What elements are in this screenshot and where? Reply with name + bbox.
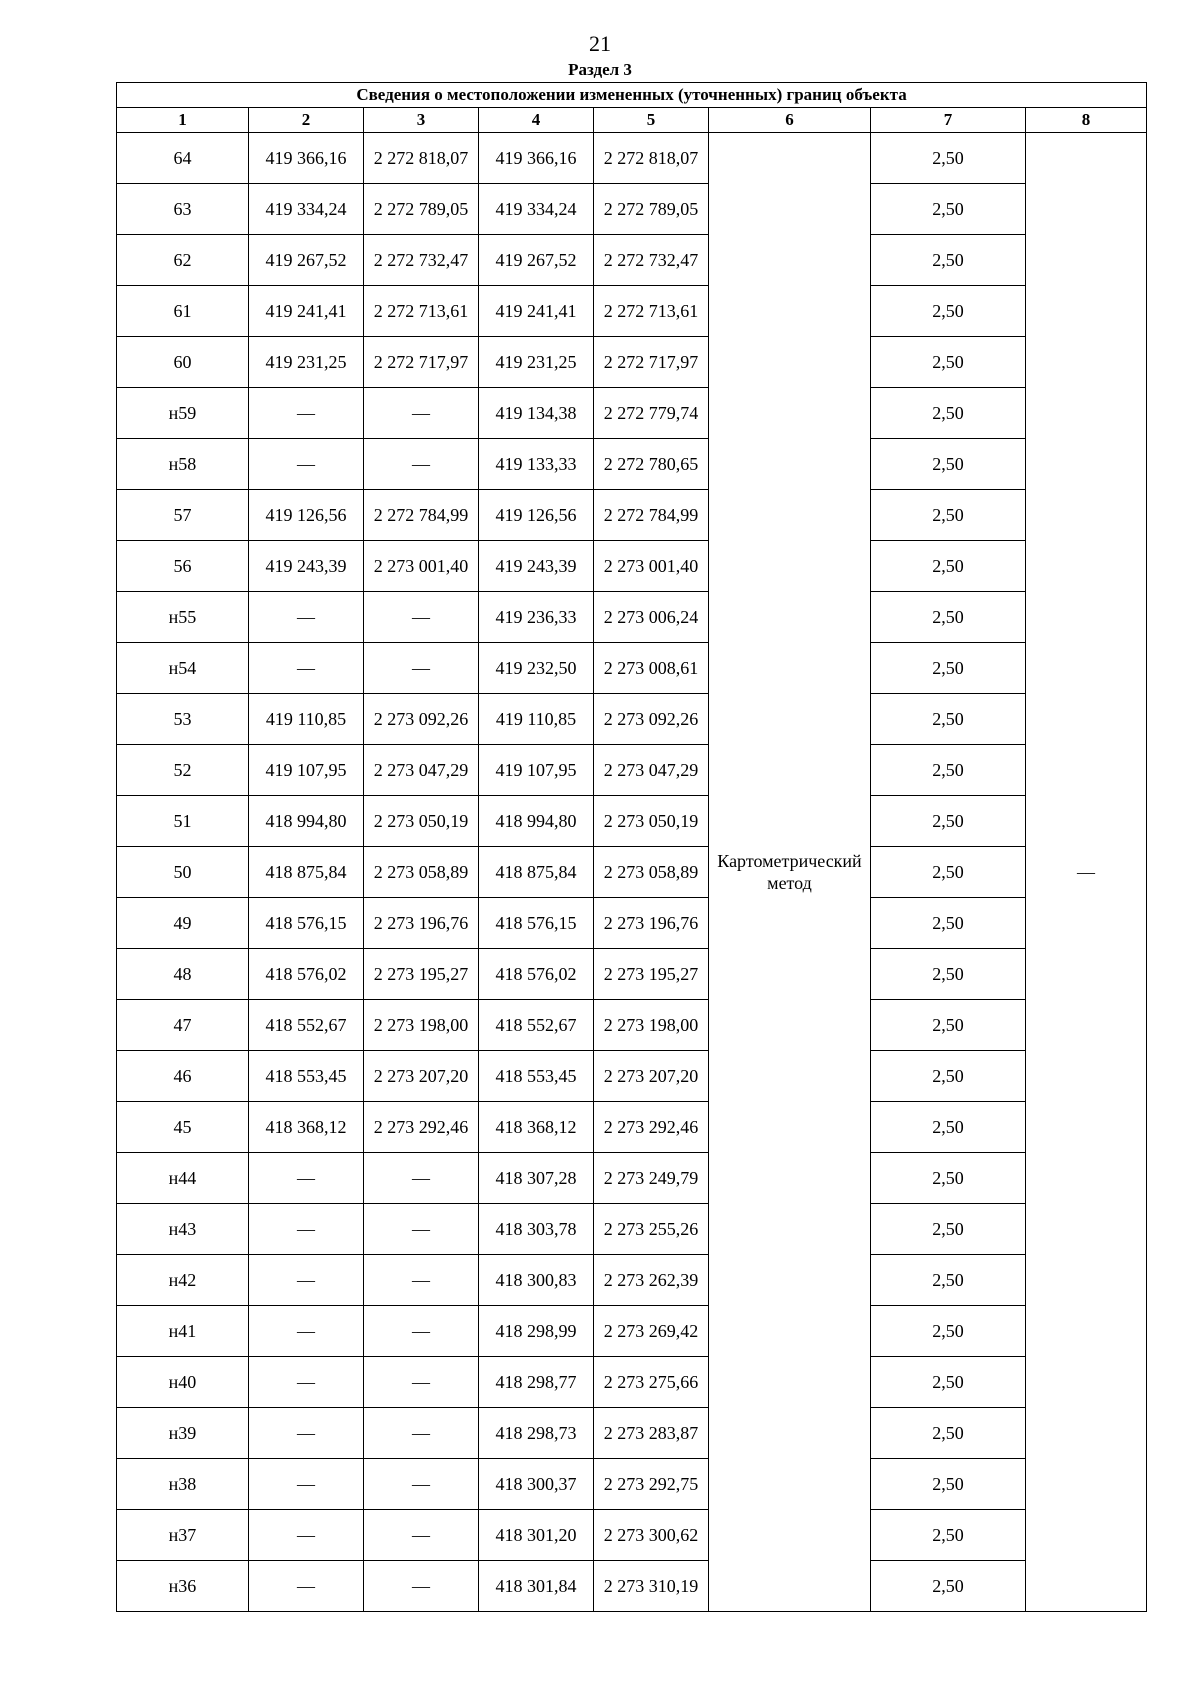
x-refined-cell: 418 298,99	[479, 1306, 594, 1357]
point-number-cell: 62	[117, 235, 249, 286]
y-existing-cell: —	[364, 1510, 479, 1561]
x-refined-cell: 419 267,52	[479, 235, 594, 286]
x-existing-cell: 418 368,12	[249, 1102, 364, 1153]
table-row	[117, 490, 1147, 541]
x-refined-cell: 418 576,15	[479, 898, 594, 949]
point-number-cell: н38	[117, 1459, 249, 1510]
column-number-row	[117, 108, 1147, 133]
table-body	[117, 133, 1147, 1612]
accuracy-cell: 2,50	[871, 1459, 1026, 1510]
y-refined-cell: 2 272 713,61	[594, 286, 709, 337]
point-number-cell: н41	[117, 1306, 249, 1357]
y-refined-cell: 2 273 196,76	[594, 898, 709, 949]
column-number: 7	[871, 108, 1026, 133]
y-refined-cell: 2 273 008,61	[594, 643, 709, 694]
y-existing-cell: 2 273 198,00	[364, 1000, 479, 1051]
y-existing-cell: —	[364, 1459, 479, 1510]
x-existing-cell: —	[249, 1204, 364, 1255]
table-row	[117, 1510, 1147, 1561]
table-row	[117, 592, 1147, 643]
point-number-cell: 52	[117, 745, 249, 796]
column-number: 6	[709, 108, 871, 133]
point-number-cell: н39	[117, 1408, 249, 1459]
x-existing-cell: —	[249, 1408, 364, 1459]
accuracy-cell: 2,50	[871, 1000, 1026, 1051]
y-existing-cell: 2 272 713,61	[364, 286, 479, 337]
y-refined-cell: 2 272 818,07	[594, 133, 709, 184]
x-refined-cell: 419 107,95	[479, 745, 594, 796]
table-row	[117, 796, 1147, 847]
x-existing-cell: 418 553,45	[249, 1051, 364, 1102]
accuracy-cell: 2,50	[871, 184, 1026, 235]
y-refined-cell: 2 273 275,66	[594, 1357, 709, 1408]
accuracy-cell: 2,50	[871, 1255, 1026, 1306]
y-existing-cell: 2 272 784,99	[364, 490, 479, 541]
accuracy-cell: 2,50	[871, 898, 1026, 949]
x-refined-cell: 418 553,45	[479, 1051, 594, 1102]
y-refined-cell: 2 273 249,79	[594, 1153, 709, 1204]
y-refined-cell: 2 272 732,47	[594, 235, 709, 286]
y-refined-cell: 2 273 058,89	[594, 847, 709, 898]
y-existing-cell: —	[364, 1153, 479, 1204]
accuracy-cell: 2,50	[871, 133, 1026, 184]
x-existing-cell: 418 552,67	[249, 1000, 364, 1051]
accuracy-cell: 2,50	[871, 490, 1026, 541]
x-existing-cell: —	[249, 1459, 364, 1510]
table-row	[117, 694, 1147, 745]
x-refined-cell: 418 298,77	[479, 1357, 594, 1408]
accuracy-cell: 2,50	[871, 694, 1026, 745]
y-refined-cell: 2 273 001,40	[594, 541, 709, 592]
accuracy-cell: 2,50	[871, 1510, 1026, 1561]
point-number-cell: 60	[117, 337, 249, 388]
y-existing-cell: —	[364, 592, 479, 643]
y-existing-cell: 2 272 717,97	[364, 337, 479, 388]
y-refined-cell: 2 273 006,24	[594, 592, 709, 643]
x-existing-cell: 419 267,52	[249, 235, 364, 286]
table-row	[117, 745, 1147, 796]
x-existing-cell: 419 241,41	[249, 286, 364, 337]
y-refined-cell: 2 273 198,00	[594, 1000, 709, 1051]
table-row	[117, 847, 1147, 898]
y-refined-cell: 2 273 292,75	[594, 1459, 709, 1510]
accuracy-cell: 2,50	[871, 337, 1026, 388]
x-refined-cell: 418 875,84	[479, 847, 594, 898]
table-caption: Сведения о местоположении измененных (уточненных) границ объекта	[117, 83, 1147, 108]
point-number-cell: н59	[117, 388, 249, 439]
x-refined-cell: 419 232,50	[479, 643, 594, 694]
accuracy-cell: 2,50	[871, 949, 1026, 1000]
x-existing-cell: —	[249, 1306, 364, 1357]
y-refined-cell: 2 272 717,97	[594, 337, 709, 388]
section-title: Раздел 3	[568, 60, 632, 79]
y-refined-cell: 2 272 784,99	[594, 490, 709, 541]
x-existing-cell: 419 243,39	[249, 541, 364, 592]
x-refined-cell: 419 241,41	[479, 286, 594, 337]
y-refined-cell: 2 273 195,27	[594, 949, 709, 1000]
table-row	[117, 1408, 1147, 1459]
y-existing-cell: 2 273 058,89	[364, 847, 479, 898]
y-existing-cell: 2 273 092,26	[364, 694, 479, 745]
point-number-cell: 56	[117, 541, 249, 592]
point-number-cell: 48	[117, 949, 249, 1000]
accuracy-cell: 2,50	[871, 1153, 1026, 1204]
x-existing-cell: 419 107,95	[249, 745, 364, 796]
y-existing-cell: —	[364, 1306, 479, 1357]
point-number-cell: н42	[117, 1255, 249, 1306]
accuracy-cell: 2,50	[871, 1357, 1026, 1408]
x-existing-cell: —	[249, 592, 364, 643]
x-existing-cell: —	[249, 1510, 364, 1561]
y-existing-cell: —	[364, 1408, 479, 1459]
point-number-cell: н36	[117, 1561, 249, 1612]
x-existing-cell: 419 126,56	[249, 490, 364, 541]
point-number-cell: 46	[117, 1051, 249, 1102]
point-number-cell: 50	[117, 847, 249, 898]
point-number-cell: 64	[117, 133, 249, 184]
x-refined-cell: 419 133,33	[479, 439, 594, 490]
table-row	[117, 388, 1147, 439]
x-refined-cell: 418 552,67	[479, 1000, 594, 1051]
table-row	[117, 337, 1147, 388]
y-refined-cell: 2 273 050,19	[594, 796, 709, 847]
table-row	[117, 1459, 1147, 1510]
y-existing-cell: 2 273 196,76	[364, 898, 479, 949]
table-row	[117, 898, 1147, 949]
point-number-cell: н44	[117, 1153, 249, 1204]
y-existing-cell: —	[364, 643, 479, 694]
point-number-cell: н40	[117, 1357, 249, 1408]
table-row	[117, 184, 1147, 235]
x-refined-cell: 418 300,83	[479, 1255, 594, 1306]
accuracy-cell: 2,50	[871, 592, 1026, 643]
y-refined-cell: 2 272 789,05	[594, 184, 709, 235]
x-existing-cell: 419 334,24	[249, 184, 364, 235]
x-refined-cell: 419 134,38	[479, 388, 594, 439]
point-number-cell: н58	[117, 439, 249, 490]
x-refined-cell: 418 301,20	[479, 1510, 594, 1561]
x-existing-cell: —	[249, 1561, 364, 1612]
accuracy-cell: 2,50	[871, 796, 1026, 847]
x-refined-cell: 419 126,56	[479, 490, 594, 541]
table-row	[117, 1204, 1147, 1255]
x-refined-cell: 419 243,39	[479, 541, 594, 592]
table-row	[117, 949, 1147, 1000]
x-existing-cell: 419 110,85	[249, 694, 364, 745]
y-refined-cell: 2 273 283,87	[594, 1408, 709, 1459]
y-existing-cell: 2 273 207,20	[364, 1051, 479, 1102]
accuracy-cell: 2,50	[871, 388, 1026, 439]
y-existing-cell: 2 272 818,07	[364, 133, 479, 184]
y-existing-cell: 2 273 001,40	[364, 541, 479, 592]
accuracy-cell: 2,50	[871, 235, 1026, 286]
point-number-cell: 49	[117, 898, 249, 949]
y-existing-cell: —	[364, 1561, 479, 1612]
table-row	[117, 1255, 1147, 1306]
accuracy-cell: 2,50	[871, 745, 1026, 796]
table-row	[117, 1357, 1147, 1408]
accuracy-cell: 2,50	[871, 1204, 1026, 1255]
accuracy-cell: 2,50	[871, 1561, 1026, 1612]
y-existing-cell: 2 273 292,46	[364, 1102, 479, 1153]
x-existing-cell: 418 576,15	[249, 898, 364, 949]
column-number: 8	[1026, 108, 1147, 133]
y-existing-cell: —	[364, 439, 479, 490]
x-existing-cell: 419 231,25	[249, 337, 364, 388]
y-refined-cell: 2 273 269,42	[594, 1306, 709, 1357]
point-number-cell: н43	[117, 1204, 249, 1255]
x-refined-cell: 418 307,28	[479, 1153, 594, 1204]
x-refined-cell: 418 298,73	[479, 1408, 594, 1459]
table-row	[117, 235, 1147, 286]
column-number: 2	[249, 108, 364, 133]
y-existing-cell: —	[364, 1357, 479, 1408]
x-refined-cell: 419 366,16	[479, 133, 594, 184]
y-refined-cell: 2 273 262,39	[594, 1255, 709, 1306]
table-row	[117, 1102, 1147, 1153]
x-existing-cell: 418 994,80	[249, 796, 364, 847]
column-number: 4	[479, 108, 594, 133]
x-refined-cell: 418 303,78	[479, 1204, 594, 1255]
y-refined-cell: 2 273 310,19	[594, 1561, 709, 1612]
y-existing-cell: 2 272 789,05	[364, 184, 479, 235]
table-row	[117, 1153, 1147, 1204]
table-row	[117, 286, 1147, 337]
point-number-cell: 61	[117, 286, 249, 337]
y-refined-cell: 2 273 207,20	[594, 1051, 709, 1102]
y-refined-cell: 2 272 779,74	[594, 388, 709, 439]
table-row	[117, 541, 1147, 592]
y-existing-cell: —	[364, 1255, 479, 1306]
y-existing-cell: —	[364, 1204, 479, 1255]
y-existing-cell: 2 273 050,19	[364, 796, 479, 847]
point-number-cell: н37	[117, 1510, 249, 1561]
table-row	[117, 439, 1147, 490]
table-row	[117, 643, 1147, 694]
column-8-cell: —	[1026, 133, 1147, 1612]
column-number: 3	[364, 108, 479, 133]
point-number-cell: 53	[117, 694, 249, 745]
y-refined-cell: 2 273 255,26	[594, 1204, 709, 1255]
point-number-cell: 57	[117, 490, 249, 541]
accuracy-cell: 2,50	[871, 439, 1026, 490]
x-existing-cell: —	[249, 1357, 364, 1408]
table-row	[117, 133, 1147, 184]
x-refined-cell: 419 110,85	[479, 694, 594, 745]
table-row	[117, 1561, 1147, 1612]
table-row	[117, 1000, 1147, 1051]
x-existing-cell: 418 875,84	[249, 847, 364, 898]
accuracy-cell: 2,50	[871, 1102, 1026, 1153]
y-existing-cell: 2 273 047,29	[364, 745, 479, 796]
x-refined-cell: 419 231,25	[479, 337, 594, 388]
accuracy-cell: 2,50	[871, 1306, 1026, 1357]
y-refined-cell: 2 272 780,65	[594, 439, 709, 490]
x-existing-cell: —	[249, 439, 364, 490]
x-refined-cell: 419 334,24	[479, 184, 594, 235]
x-refined-cell: 418 576,02	[479, 949, 594, 1000]
y-existing-cell: 2 273 195,27	[364, 949, 479, 1000]
accuracy-cell: 2,50	[871, 541, 1026, 592]
x-refined-cell: 419 236,33	[479, 592, 594, 643]
table-row	[117, 1306, 1147, 1357]
y-refined-cell: 2 273 300,62	[594, 1510, 709, 1561]
page-number: 21	[589, 31, 611, 56]
x-refined-cell: 418 994,80	[479, 796, 594, 847]
x-existing-cell: —	[249, 643, 364, 694]
boundary-coordinates-table	[116, 82, 1147, 1612]
point-number-cell: 51	[117, 796, 249, 847]
x-existing-cell: —	[249, 1153, 364, 1204]
accuracy-cell: 2,50	[871, 847, 1026, 898]
y-existing-cell: 2 272 732,47	[364, 235, 479, 286]
accuracy-cell: 2,50	[871, 286, 1026, 337]
y-refined-cell: 2 273 047,29	[594, 745, 709, 796]
column-number: 1	[117, 108, 249, 133]
accuracy-cell: 2,50	[871, 1051, 1026, 1102]
point-number-cell: 47	[117, 1000, 249, 1051]
method-cell: Картометрический метод	[709, 133, 871, 1612]
point-number-cell: 63	[117, 184, 249, 235]
x-existing-cell: —	[249, 388, 364, 439]
point-number-cell: н54	[117, 643, 249, 694]
column-number: 5	[594, 108, 709, 133]
table-row	[117, 1051, 1147, 1102]
accuracy-cell: 2,50	[871, 643, 1026, 694]
x-refined-cell: 418 368,12	[479, 1102, 594, 1153]
x-existing-cell: 418 576,02	[249, 949, 364, 1000]
x-existing-cell: 419 366,16	[249, 133, 364, 184]
point-number-cell: н55	[117, 592, 249, 643]
point-number-cell: 45	[117, 1102, 249, 1153]
y-refined-cell: 2 273 092,26	[594, 694, 709, 745]
x-existing-cell: —	[249, 1255, 364, 1306]
x-refined-cell: 418 301,84	[479, 1561, 594, 1612]
y-refined-cell: 2 273 292,46	[594, 1102, 709, 1153]
accuracy-cell: 2,50	[871, 1408, 1026, 1459]
x-refined-cell: 418 300,37	[479, 1459, 594, 1510]
y-existing-cell: —	[364, 388, 479, 439]
